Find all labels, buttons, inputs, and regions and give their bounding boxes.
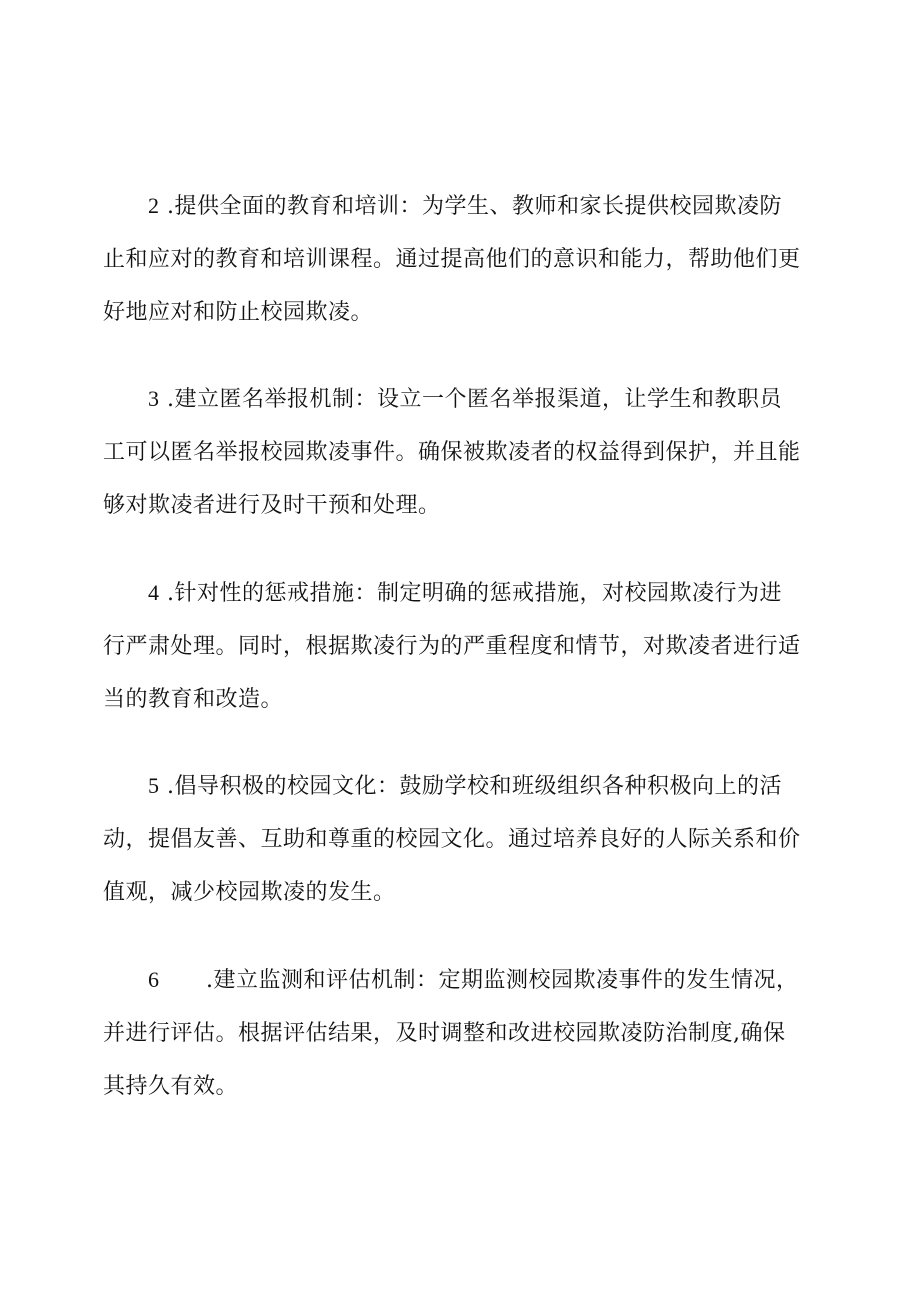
item-number: 3: [148, 386, 160, 411]
paragraph-2: [103, 179, 823, 339]
paragraph-line: [103, 953, 823, 1007]
line-text: .建立匿名举报机制：设立一个匿名举报渠道，让学生和教职员: [167, 387, 782, 412]
item-number: 2: [148, 193, 160, 218]
line-text: .建立监测和评估机制：定期监测校园欺凌事件的发生情况，: [206, 968, 799, 993]
paragraph-line: [103, 179, 823, 233]
paragraph-line: 够对欺凌者进行及时干预和处理。: [103, 493, 441, 518]
paragraph-line: [103, 372, 823, 426]
line-text: .提供全面的教育和培训：为学生、教师和家长提供校园欺凌防: [167, 194, 782, 219]
paragraph-line: 行严肃处理。同时，根据欺凌行为的严重程度和情节，对欺凌者进行适: [103, 634, 801, 659]
paragraph-line: [103, 759, 823, 813]
paragraph-line: 工可以匿名举报校园欺凌事件。确保被欺凌者的权益得到保护，并且能: [103, 440, 801, 465]
paragraph-6: [103, 953, 823, 1113]
line-text: .针对性的惩戒措施：制定明确的惩戒措施，对校园欺凌行为进: [167, 581, 782, 606]
paragraph-5: [103, 759, 823, 919]
paragraph-line: [103, 566, 823, 620]
line-text: .倡导积极的校园文化：鼓励学校和班级组织各种积极向上的活: [167, 774, 782, 799]
paragraph-line: 值观，减少校园欺凌的发生。: [103, 880, 396, 905]
paragraph-3: [103, 372, 823, 532]
paragraph-line: 止和应对的教育和培训课程。通过提高他们的意识和能力，帮助他们更: [103, 247, 801, 272]
item-number: 4: [148, 580, 160, 605]
item-number: 6: [148, 967, 160, 992]
paragraph-line: 好地应对和防止校园欺凌。: [103, 300, 374, 325]
paragraph-line: 当的教育和改造。: [103, 687, 284, 712]
paragraph-line: 并进行评估。根据评估结果，及时调整和改进校园欺凌防治制度,确保: [103, 1021, 786, 1046]
paragraph-4: [103, 566, 823, 726]
paragraph-line: 其持久有效。: [103, 1074, 239, 1099]
paragraph-line: 动，提倡友善、互助和尊重的校园文化。通过培养良好的人际关系和价: [103, 827, 801, 852]
item-number: 5: [148, 773, 160, 798]
